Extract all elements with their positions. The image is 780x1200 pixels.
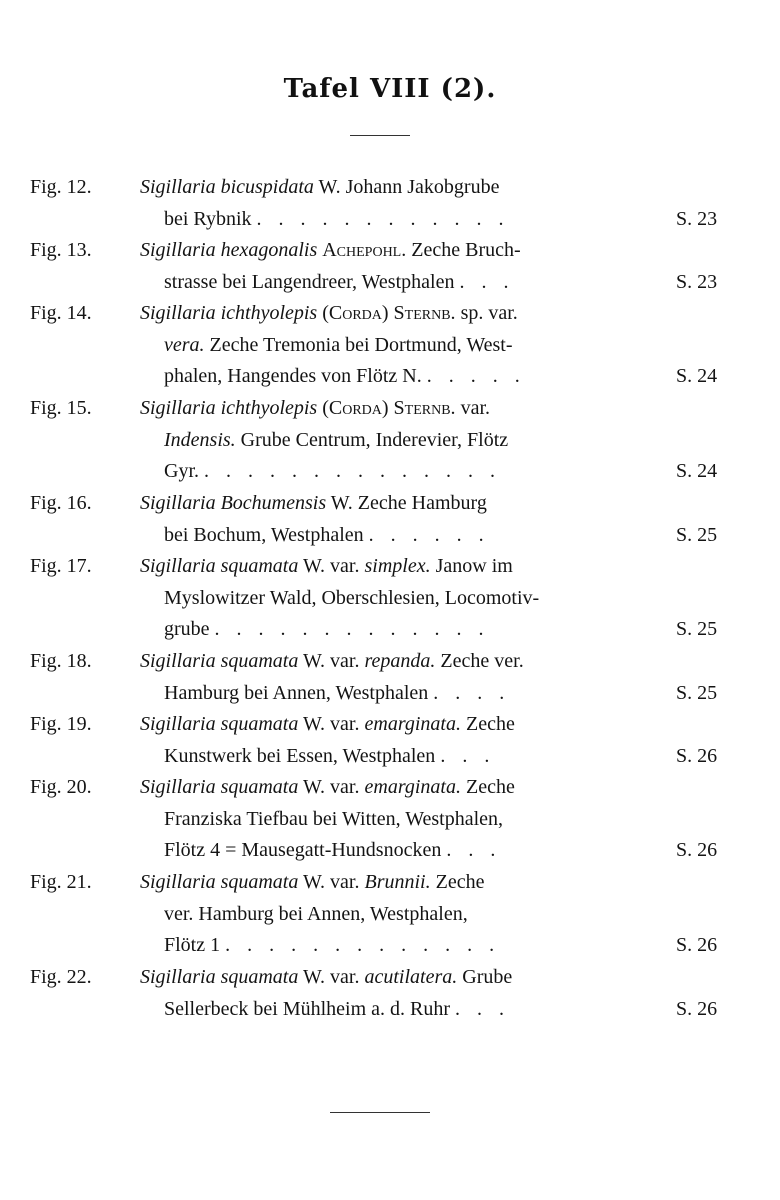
leader-dots: . . . bbox=[440, 744, 496, 767]
figure-caption: Sigillaria bicuspidata W. Johann Jakobgrube bei Rybnik . . . . . . . . . . . . bbox=[140, 176, 510, 230]
author: Achepohl bbox=[322, 239, 402, 261]
leader-dots: . . . . . bbox=[426, 365, 526, 387]
page-reference: S. 26 bbox=[676, 997, 718, 1020]
figure-number: Fig. 20. bbox=[30, 776, 92, 798]
genus: Sigillaria bbox=[140, 176, 216, 198]
figure-caption: Sigillaria squamata W. var. simplex. Janow im Myslowitzer Wald, Oberschlesien, Locomotiv- grube . . . . . . . . . . . . . bbox=[140, 555, 540, 640]
figure-caption: Sigillaria hexagonalis Achepohl. Zeche Bruch- strasse bei Langendreer, Westphalen . . . bbox=[140, 239, 521, 293]
figure-caption: Sigillaria ichthyolepis (Corda) Sternb. sp. var. vera. Zeche Tremonia bei Dortmund, West- phalen, Hangendes von Flötz N. . . . . . bbox=[140, 302, 526, 387]
figure-number: Fig. 22. bbox=[30, 966, 92, 988]
leader-dots: . . . . . . . . . . . . bbox=[256, 207, 510, 230]
leader-dots: . . . . . . . . . . . . . . bbox=[204, 460, 501, 482]
leader-dots: . . . bbox=[455, 997, 511, 1020]
bottom-divider bbox=[330, 1112, 430, 1113]
leader-dots: . . . bbox=[446, 839, 502, 861]
figure-caption: Sigillaria squamata W. var. acutilatera. Grube Sellerbeck bei Mühlheim a. d. Ruhr . . . bbox=[140, 966, 513, 1020]
figure-number: Fig. 13. bbox=[30, 239, 92, 261]
leader-dots: . . . . . . . . . . . . . bbox=[225, 934, 501, 956]
species: bicuspidata bbox=[220, 176, 314, 198]
figure-number: Fig. 14. bbox=[30, 302, 92, 324]
figure-caption: Sigillaria Bochumensis W. Zeche Hamburg bei Bochum, Westphalen . . . . . . bbox=[140, 492, 490, 546]
figure-number: Fig. 12. bbox=[30, 176, 92, 198]
page-reference: S. 23 bbox=[676, 270, 718, 293]
page-reference: S. 23 bbox=[676, 207, 718, 230]
figure-number: Fig. 15. bbox=[30, 397, 92, 419]
leader-dots: . . . bbox=[459, 270, 515, 293]
page-reference: S. 26 bbox=[676, 934, 718, 956]
author: (Corda) Sternb. bbox=[322, 397, 456, 419]
page-reference: S. 25 bbox=[676, 618, 718, 640]
figure-number: Fig. 21. bbox=[30, 871, 92, 893]
page-reference: S. 26 bbox=[676, 744, 718, 767]
figure-caption: Sigillaria squamata W. var. repanda. Zeche ver. Hamburg bei Annen, Westphalen . . . . bbox=[140, 650, 524, 704]
figure-caption: Sigillaria squamata W. var. emarginata. Zeche Kunstwerk bei Essen, Westphalen . . . bbox=[140, 713, 515, 767]
page-title: Tafel VIII (2). bbox=[283, 74, 497, 104]
figure-number: Fig. 17. bbox=[30, 555, 92, 577]
page-reference: S. 24 bbox=[676, 460, 718, 482]
page-reference: S. 25 bbox=[676, 523, 718, 546]
figure-caption: Sigillaria squamata W. var. emarginata. Zeche Franziska Tiefbau bei Witten, Westphalen, Flötz 4 = Mausegatt-Hundsnocken . . . bbox=[140, 776, 515, 861]
title-divider bbox=[350, 135, 410, 136]
page-reference: S. 26 bbox=[676, 839, 718, 861]
leader-dots: . . . . . . . . . . . . . bbox=[214, 618, 490, 640]
figure-caption: Sigillaria squamata W. var. Brunnii. Zeche ver. Hamburg bei Annen, Westphalen, Flötz 1 . . . . . . . . . . . . . bbox=[140, 871, 501, 956]
leader-dots: . . . . . . bbox=[368, 523, 490, 546]
author: (Corda) Sternb. bbox=[322, 302, 456, 324]
page-reference: S. 25 bbox=[676, 681, 718, 704]
figure-number: Fig. 19. bbox=[30, 713, 92, 735]
figure-number: Fig. 16. bbox=[30, 492, 92, 514]
leader-dots: . . . . bbox=[433, 681, 511, 704]
figure-caption: Sigillaria ichthyolepis (Corda) Sternb. var. Indensis. Grube Centrum, Inderevier, Flötz Gyr. . . . . . . . . . . . . . . bbox=[140, 397, 509, 482]
figure-number: Fig. 18. bbox=[30, 650, 92, 672]
page-reference: S. 24 bbox=[676, 365, 718, 387]
